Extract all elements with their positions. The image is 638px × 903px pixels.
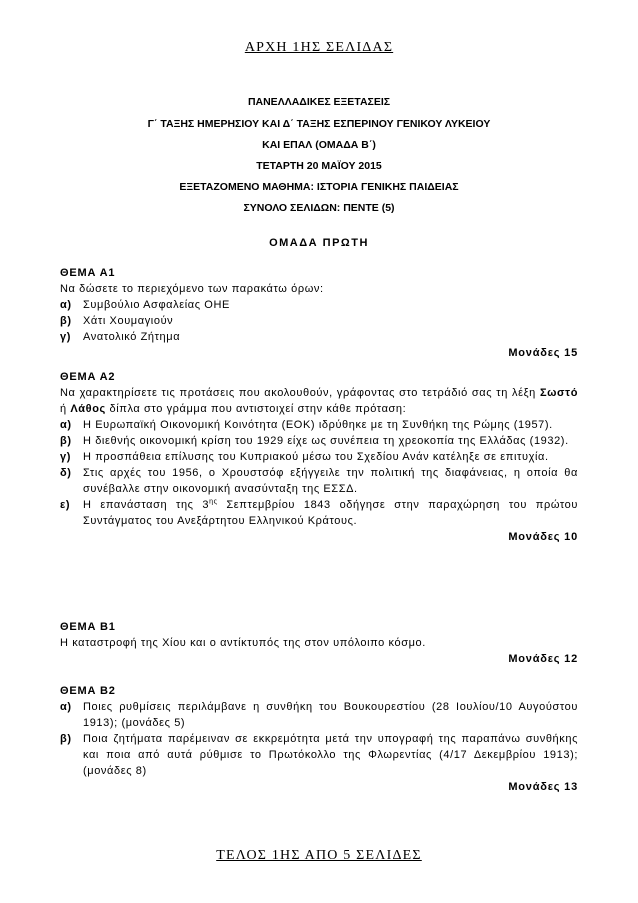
- item-label: γ): [60, 451, 71, 463]
- item-label: β): [60, 315, 72, 327]
- list-item: [60, 329, 578, 345]
- title-line-2: Γ΄ ΤΑΞΗΣ ΗΜΕΡΗΣΙΟΥ ΚΑΙ Δ΄ ΤΑΞΗΣ ΕΣΠΕΡΙΝΟΥ ΓΕΝΙΚΟΥ ΛΥΚΕΙΟΥ: [147, 118, 491, 130]
- a1-marks: Μονάδες 15: [508, 347, 578, 359]
- list-item: [60, 417, 578, 433]
- item-label: γ): [60, 331, 71, 343]
- a2-intro-or: ή: [60, 403, 67, 415]
- item-text: Η προσπάθεια επίλυσης του Κυπριακού μέσω του Σχεδίου Ανάν κατέληξε σε επιτυχία.: [83, 451, 549, 463]
- list-item: [60, 465, 578, 497]
- item-text: Ποια ζητήματα παρέμειναν σε εκκρεμότητα μετά την υπογραφή της παραπάνω συνθήκης και ποια από αυτά ρύθμισε το Πρωτόκολλο της Φλωρεντίας (4/17 Δεκεμβρίου 1913); (μονάδες 8): [83, 733, 578, 777]
- item-text: Συμβούλιο Ασφαλείας ΟΗΕ: [83, 299, 230, 311]
- item-text: Στις αρχές του 1956, ο Χρουστσόφ εξήγγειλε την πολιτική της διαφάνειας, η οποία θα συνέβαλλε στην οικονομική ανασύνταξη της ΕΣΣΔ.: [83, 467, 578, 495]
- item-text: Η Ευρωπαϊκή Οικονομική Κοινότητα (ΕΟΚ) ιδρύθηκε με τη Συνθήκη της Ρώμης (1957).: [83, 419, 553, 431]
- item-label: β): [60, 733, 72, 745]
- word-correct: Σωστό: [539, 387, 579, 399]
- item-label: α): [60, 299, 72, 311]
- b2-heading: ΘΕΜΑ Β2: [60, 685, 116, 697]
- list-item: [60, 731, 578, 779]
- title-line-3: ΚΑΙ ΕΠΑΛ (ΟΜΑΔΑ Β΄): [262, 139, 376, 151]
- b1-marks: Μονάδες 12: [508, 653, 578, 665]
- page-header: ΑΡΧΗ 1ΗΣ ΣΕΛΙΔΑΣ: [244, 40, 394, 55]
- a1-intro: Να δώσετε το περιεχόμενο των παρακάτω όρων:: [60, 283, 324, 295]
- a2-intro-post: δίπλα στο γράμμα που αντιστοιχεί στην κάθε πρόταση:: [109, 403, 407, 415]
- section-b2: [60, 683, 578, 795]
- b2-marks: Μονάδες 13: [508, 781, 578, 793]
- item-text: [83, 497, 578, 529]
- item-label: ε): [60, 499, 71, 511]
- item-text: Ποιες ρυθμίσεις περιλάμβανε η συνθήκη του Βουκουρεστίου (28 Ιουλίου/10 Αυγούστου 1913); (μονάδες 5): [83, 701, 578, 729]
- title-line-5: ΕΞΕΤΑΖΟΜΕΝΟ ΜΑΘΗΜΑ: ΙΣΤΟΡΙΑ ΓΕΝΙΚΗΣ ΠΑΙΔΕΙΑΣ: [179, 181, 459, 193]
- item-e-post: Σεπτεμβρίου 1843 οδήγησε στην παραχώρηση του πρώτου Συντάγματος του Ανεξάρτητου Ελληνικού Κράτους.: [83, 499, 578, 527]
- item-text: Χάτι Χουμαγιούν: [83, 315, 174, 327]
- a1-heading: ΘΕΜΑ Α1: [60, 267, 116, 279]
- title-line-6: ΣΥΝΟΛΟ ΣΕΛΙΔΩΝ: ΠΕΝΤΕ (5): [243, 202, 395, 214]
- a2-marks: Μονάδες 10: [508, 531, 578, 543]
- item-e-sup: ης: [209, 498, 218, 506]
- section-a1: [60, 265, 578, 361]
- page-footer: ΤΕΛΟΣ 1ΗΣ ΑΠΟ 5 ΣΕΛΙΔΕΣ: [216, 848, 422, 863]
- list-item: [60, 699, 578, 731]
- item-label: α): [60, 701, 72, 713]
- b1-text: Η καταστροφή της Χίου και ο αντίκτυπός της στον υπόλοιπο κόσμο.: [60, 637, 426, 649]
- section-a2: [60, 369, 578, 545]
- b1-heading: ΘΕΜΑ Β1: [60, 621, 116, 633]
- title-line-4: ΤΕΤΑΡΤΗ 20 ΜΑΪΟΥ 2015: [256, 160, 382, 172]
- item-label: δ): [60, 467, 72, 479]
- item-e-pre: Η επανάσταση της 3: [83, 499, 210, 511]
- title-line-1: ΠΑΝΕΛΛΑΔΙΚΕΣ ΕΞΕΤΑΣΕΙΣ: [247, 96, 391, 108]
- list-item: [60, 449, 578, 465]
- group-title: ΟΜΑΔΑ ΠΡΩΤΗ: [269, 237, 369, 249]
- list-item: [60, 313, 578, 329]
- list-item: [60, 497, 578, 529]
- list-item: [60, 433, 578, 449]
- section-b1: [60, 619, 578, 667]
- item-text: Ανατολικό Ζήτημα: [83, 331, 181, 343]
- list-item: [60, 297, 578, 313]
- a2-heading: ΘΕΜΑ Α2: [60, 371, 116, 383]
- a2-intro-pre: Να χαρακτηρίσετε τις προτάσεις που ακολουθούν, γράφοντας στο τετράδιό σας τη λέξη: [60, 387, 536, 399]
- item-text: Η διεθνής οικονομική κρίση του 1929 είχε ως συνέπεια τη χρεοκοπία της Ελλάδας (1932).: [83, 435, 569, 447]
- word-wrong: Λάθος: [70, 403, 106, 415]
- a2-intro: [60, 385, 578, 417]
- item-label: α): [60, 419, 72, 431]
- item-label: β): [60, 435, 72, 447]
